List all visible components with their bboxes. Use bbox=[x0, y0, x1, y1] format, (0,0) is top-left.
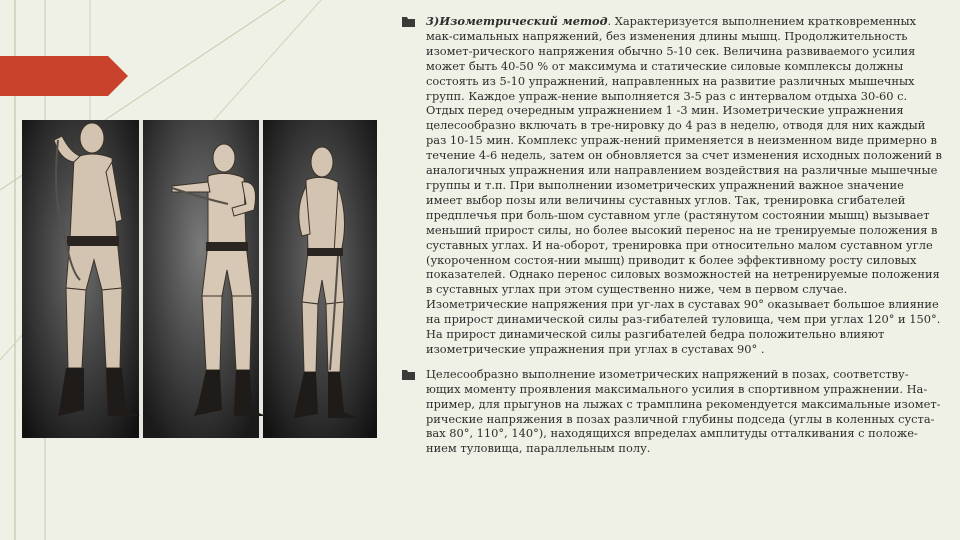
bullet-body: Целесообразно выполнение изометрических напряжений в позах, соответству-ющих моменту проявления максимального усилия в спортивном упражнении. На-пример, для прыгунов на лыжах с трамплина рекомендуется максимальные изомет-рические напряжения в позах различной глубины подседа (углы в коленных суста-вах 80°, 110°, 140°), находящихся впределах амплитуды отталкивания с положе-нием туловища, параллельным полу. bbox=[426, 366, 941, 456]
bullet-text bbox=[426, 14, 942, 357]
strongmen-photo bbox=[22, 120, 377, 438]
folder-icon bbox=[402, 369, 415, 380]
arrow-tab-icon bbox=[0, 56, 128, 96]
bullet-item-isometric-method bbox=[402, 14, 942, 357]
folder-icon bbox=[402, 16, 415, 27]
bullet-body: . Характеризуется выполнением кратковременных мак-симальных напряжений, без изменения длины мышц. Продолжительность изомет-рического напряжения обычно 5-10 сек. Величина развиваемого усилия может быть 40-50 % от максимума и статические силовые комплексы должны состоять из 5-10 упражнений, направленных на развитие различных мышечных групп. Каждое упраж-нение выполняется 3-5 раз с интервалом отдыха 30-60 с. Отдых перед очередным упражнением 1 -3 мин. Изометрические упражнения целесообразно включать в тре-нировку до 4 раз в неделю, отводя для них каждый раз 10-15 мин. Комплекс упраж-нений применяется в неизменном виде примерно в течение 4-6 недель, затем он обновляется за счет изменения исходных положений в аналогичных упражнения или направлением воздействия на различные мышечные группы и т.п. При выполнении изометрических упражнений важное значение имеет выбор позы или величины суставных углов. Так, тренировка сгибателей предплечья при боль-шом суставном угле (растянутом состоянии мышц) вызывает меньший прирост силы, но более высокий перенос на не тренируемые положения в суставных углах. И на-оборот, тренировка при относительно малом суставном угле (укороченном состоя-нии мышц) приводит к более эффективному росту силовых показателей. Однако перенос силовых возможностей на нетренируемые положения в суставных углах при этом существенно ниже, чем в первом случае. Изометрические напряжения при уг-лах в суставах 90° оказывает большое влияние на прирост динамической силы раз-гибателей туловища, чем при углах 120° и 150°. На прирост динамической силы разгибателей бедра положительно влияют изометрические упражнения при углах в суставах 90° . bbox=[426, 14, 942, 356]
bullet-text bbox=[426, 367, 942, 456]
text-area bbox=[402, 14, 942, 456]
bullet-item-sport-poses bbox=[402, 367, 942, 456]
bullet-lead: 3)Изометрический метод bbox=[426, 14, 608, 28]
